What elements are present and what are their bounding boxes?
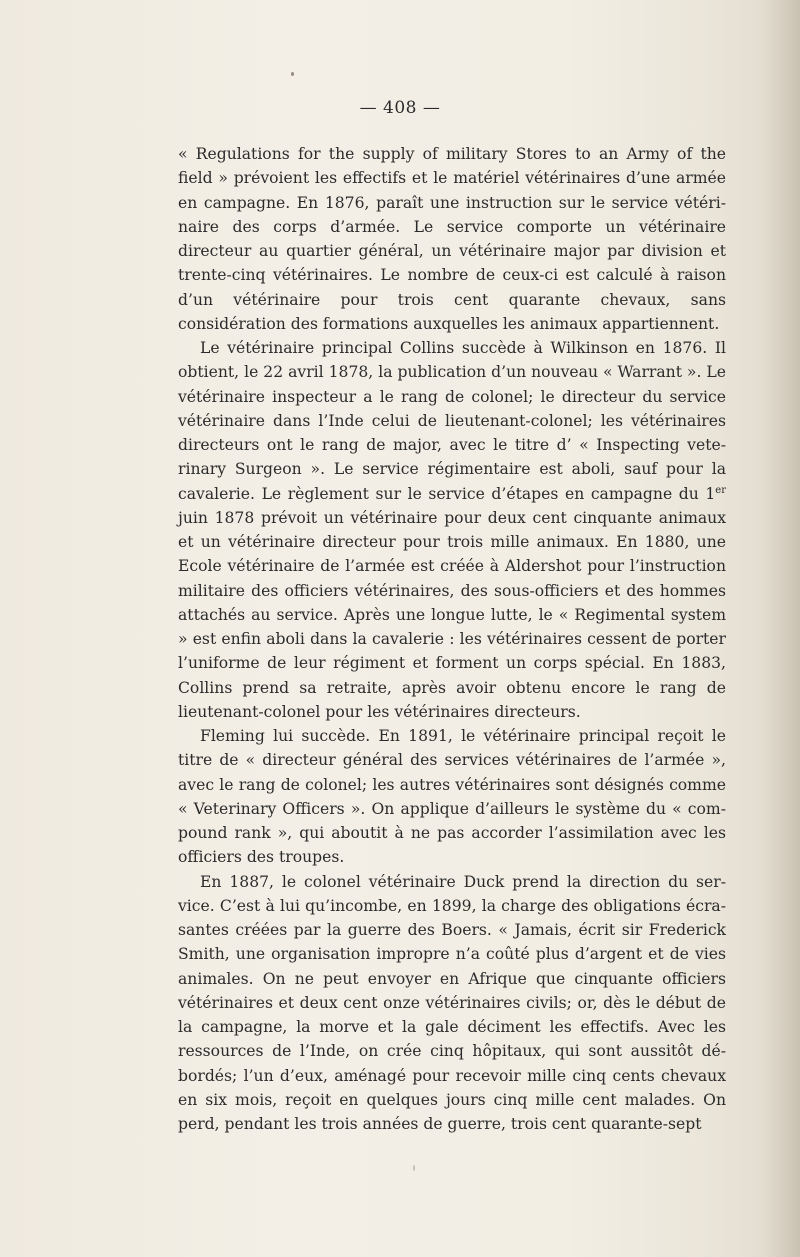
paragraph-2 xyxy=(178,336,726,724)
body-text xyxy=(178,142,726,1136)
paragraph-2-text-b: juin 1878 prévoit un vétérinaire pour deux cent cinquante animaux et un vétérinaire directeur pour trois mille animaux. En 1880, une Ecole vétérinaire de l’armée est créée à Aldershot pour l’instruction militaire des officiers vétérinaires, des sous-officiers et des hommes attachés au service. Après une longue lutte, le « Regimental system » est enfin aboli dans la cavalerie : les vétérinaires cessent de porter l’uniforme de leur régiment et forment un corps spécial. En 1883, Collins prend sa retraite, après avoir obtenu encore le rang de lieutenant-colonel pour les vétérinaires directeurs. xyxy=(178,508,726,721)
paragraph-2-text-a: Le vétérinaire principal Collins succède à Wilkinson en 1876. Il obtient, le 22 avril 1878, la publication d’un nouveau « Warrant ». Le vétérinaire inspecteur a le rang de colonel; le directeur du service vétérinaire dans l’Inde celui de lieutenant-colonel; les vétérinaires directeurs ont le rang de major, avec le titre d’ « Inspecting veterinary Surgeon ». Le service régimentaire est aboli, sauf pour la cavalerie. Le règlement sur le service d’étapes en campagne du 1 xyxy=(178,339,726,503)
page-number: — 408 — xyxy=(359,98,441,118)
paragraph-1: « Regulations for the supply of military Stores to an Army of the field » prévoient les effectifs et le matériel vétérinaires d’une armée en campagne. En 1876, paraît une instruction sur le service vétérinaire des corps d’armée. Le service comporte un vétérinaire directeur au quartier général, un vétérinaire major par division et trente-cinq vétérinaires. Le nombre de ceux-ci est calculé à raison d’un vétérinaire pour trois cent quarante chevaux, sans considération des formations auxquelles les animaux appartiennent. xyxy=(178,145,726,333)
paragraph-4: En 1887, le colonel vétérinaire Duck prend la direction du service. C’est à lui qu’incombe, en 1899, la charge des obligations écrasantes créées par la guerre des Boers. « Jamais, écrit sir Frederick Smith, une organisation impropre n’a coûté plus d’argent et de vies animales. On ne peut envoyer en Afrique que cinquante officiers vétérinaires et deux cent onze vétérinaires civils; or, dès le début de la campagne, la morve et la gale déciment les effectifs. Avec les ressources de l’Inde, on crée cinq hôpitaux, qui sont aussitôt débordés; l’un d’eux, aménagé pour recevoir mille cinq cents chevaux en six mois, reçoit en quelques jours cinq mille cent malades. On perd, pendant les trois années de guerre, trois cent quarante-sept xyxy=(178,872,726,1133)
paper-speck xyxy=(413,1165,415,1171)
paragraph-3: Fleming lui succède. En 1891, le vétérinaire principal reçoit le titre de « directeur général des services vétérinaires de l’armée », avec le rang de colonel; les autres vétérinaires sont désignés comme « Veterinary Officers ». On applique d’ailleurs le système du « compound rank », qui aboutit à ne pas accorder l’assimilation avec les officiers des troupes. xyxy=(178,727,726,867)
ordinal-superscript: er xyxy=(715,484,726,496)
paper-speck xyxy=(291,72,294,76)
page-edge-shadow xyxy=(760,0,800,1257)
